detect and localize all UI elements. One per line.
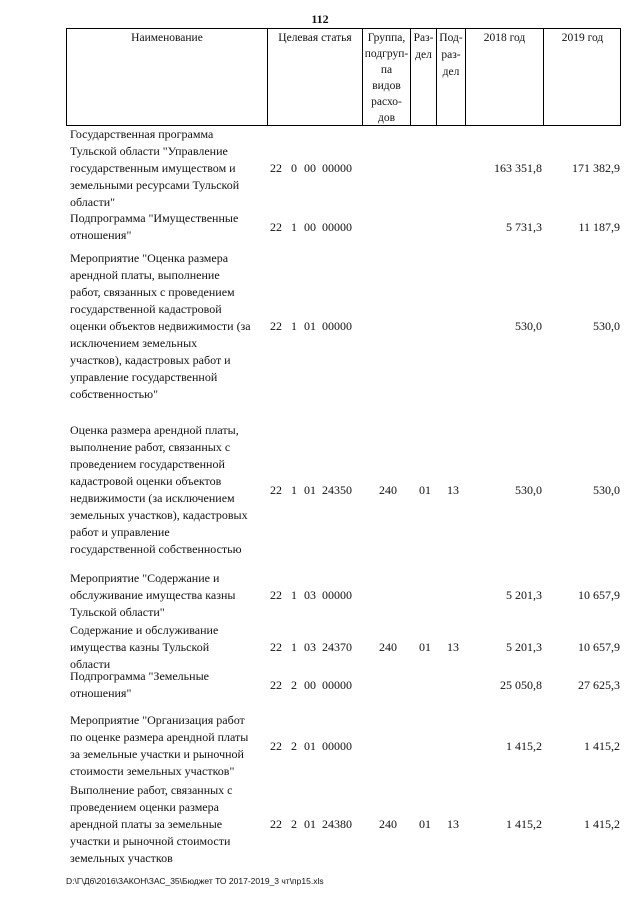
row-name (70, 250, 270, 403)
row-name-line: Тульской области "Управление (70, 144, 228, 158)
target-number: 00000 (322, 220, 352, 234)
target-group: 01 (304, 483, 316, 497)
row-name-line: государственной кадастровой (70, 302, 222, 316)
target-number: 00000 (322, 739, 352, 753)
row-name-line: государственным имуществом и (70, 161, 236, 175)
row-name-line: проведением государственной (70, 457, 225, 471)
target-number: 24350 (322, 483, 352, 497)
expense-type: 240 (379, 640, 397, 654)
target-group: 03 (304, 588, 316, 602)
section: 01 (419, 817, 431, 831)
subsection: 13 (447, 483, 459, 497)
amount-2019: 1 415,2 (584, 817, 620, 831)
amount-2018: 5 201,3 (506, 588, 542, 602)
target-subprogram: 1 (291, 483, 297, 497)
header-year-2018: 2018 год (465, 29, 543, 125)
row-name (70, 668, 270, 702)
target-number: 24380 (322, 817, 352, 831)
subsection: 13 (447, 817, 459, 831)
row-name-line: отношения" (70, 228, 132, 242)
row-name-line: земельных участков (70, 851, 173, 865)
row-name-line: Содержание и обслуживание (70, 623, 219, 637)
target-group: 00 (304, 161, 316, 175)
row-name-line: области" (70, 195, 116, 209)
header-line: подгруп- (364, 48, 409, 60)
expense-type: 240 (379, 483, 397, 497)
target-subprogram: 1 (291, 640, 297, 654)
header-year-2019: 2019 год (543, 29, 621, 125)
target-number: 00000 (322, 588, 352, 602)
row-name-line: оценки объектов недвижимости (за (70, 319, 251, 333)
target-subprogram: 1 (291, 220, 297, 234)
row-name-line: земельными ресурсами Тульской (70, 178, 240, 192)
row-name-line: участки и рыночной стоимости (70, 834, 231, 848)
amount-2019: 27 625,3 (578, 678, 620, 692)
target-subprogram: 1 (291, 588, 297, 602)
target-number: 00000 (322, 319, 352, 333)
target-program: 22 (270, 483, 282, 497)
target-group: 01 (304, 319, 316, 333)
row-name (70, 622, 270, 673)
amount-2019: 530,0 (593, 319, 620, 333)
row-name-line: Выполнение работ, связанных с (70, 783, 233, 797)
row-name (70, 712, 270, 780)
table-header (66, 28, 621, 126)
amount-2019: 11 187,9 (578, 220, 620, 234)
amount-2019: 10 657,9 (578, 640, 620, 654)
target-number: 24370 (322, 640, 352, 654)
header-section (410, 29, 436, 125)
amount-2018: 25 050,8 (500, 678, 542, 692)
row-name-line: области (70, 657, 111, 671)
header-line: расхо- (371, 96, 402, 108)
target-subprogram: 2 (291, 817, 297, 831)
amount-2018: 1 415,2 (506, 739, 542, 753)
amount-2018: 5 201,3 (506, 640, 542, 654)
row-name-line: имущества казны Тульской (70, 640, 210, 654)
target-program: 22 (270, 678, 282, 692)
header-line: Раз- (413, 32, 434, 44)
row-name (70, 570, 270, 621)
header-line: Под- (439, 32, 463, 44)
page-number: 112 (311, 12, 329, 26)
row-name (70, 126, 270, 211)
row-name-line: арендной платы, выполнение (70, 268, 220, 282)
header-line: дел (415, 49, 432, 61)
header-group (362, 29, 410, 125)
row-name-line: участков), кадастровых работ и (70, 353, 231, 367)
row-name-line: кадастровой оценки объектов (70, 474, 222, 488)
header-line: раз- (441, 49, 461, 61)
row-name-line: работ и управление (70, 525, 170, 539)
row-name-line: Государственная программа (70, 127, 214, 141)
row-name-line: Подпрограмма "Имущественные (70, 211, 239, 225)
row-name-line: работ, связанных с проведением (70, 285, 235, 299)
section: 01 (419, 483, 431, 497)
target-program: 22 (270, 739, 282, 753)
row-name-line: обслуживание имущества казны (70, 588, 236, 602)
target-program: 22 (270, 220, 282, 234)
row-name-line: арендной платы за земельные (70, 817, 223, 831)
amount-2018: 163 351,8 (494, 161, 542, 175)
row-name-line: Мероприятие "Оценка размера (70, 251, 229, 265)
row-name-line: недвижимости (за исключением (70, 491, 235, 505)
header-name: Наименование (131, 32, 203, 44)
row-name-line: Мероприятие "Содержание и (70, 571, 220, 585)
amount-2019: 530,0 (593, 483, 620, 497)
target-program: 22 (270, 588, 282, 602)
amount-2019: 171 382,9 (572, 161, 620, 175)
target-subprogram: 2 (291, 678, 297, 692)
row-name-line: управление государственной (70, 370, 218, 384)
amount-2019: 1 415,2 (584, 739, 620, 753)
header-line: па (380, 64, 393, 76)
row-name-line: Подпрограмма "Земельные (70, 669, 209, 683)
target-number: 00000 (322, 678, 352, 692)
row-name-line: выполнение работ, связанных с (70, 440, 231, 454)
header-line: видов (372, 80, 401, 92)
target-program: 22 (270, 817, 282, 831)
row-name-line: стоимости земельных участков" (70, 764, 235, 778)
target-group: 01 (304, 817, 316, 831)
row-name (70, 210, 270, 244)
target-program: 22 (270, 319, 282, 333)
row-name-line: отношения" (70, 686, 132, 700)
row-name-line: собственностью" (70, 387, 158, 401)
header-line: дов (377, 112, 396, 124)
row-name-line: Оценка размера арендной платы, (70, 423, 239, 437)
target-subprogram: 2 (291, 739, 297, 753)
row-name (70, 782, 270, 867)
target-group: 01 (304, 739, 316, 753)
expense-type: 240 (379, 817, 397, 831)
amount-2018: 5 731,3 (506, 220, 542, 234)
amount-2019: 10 657,9 (578, 588, 620, 602)
section: 01 (419, 640, 431, 654)
row-name-line: проведением оценки размера (70, 800, 219, 814)
row-name-line: за земельные участки и рыночной (70, 747, 244, 761)
row-name (70, 422, 270, 558)
row-name-line: по оценке размера арендной платы (70, 730, 249, 744)
subsection: 13 (447, 640, 459, 654)
row-name-line: земельных участков), кадастровых (70, 508, 248, 522)
row-name-line: исключением земельных (70, 336, 198, 350)
target-group: 00 (304, 678, 316, 692)
amount-2018: 1 415,2 (506, 817, 542, 831)
header-line: Группа, (367, 32, 406, 44)
header-target: Целевая статья (267, 29, 362, 125)
row-name-line: Мероприятие "Организация работ (70, 713, 245, 727)
file-path-footer: D:\Г\Д6\2016\ЗАКОН\ЗАС_35\Бюджет ТО 2017-2019_3 чт\пр15.xls (66, 876, 324, 886)
row-name-line: государственной собственностью (70, 542, 242, 556)
amount-2018: 530,0 (515, 483, 542, 497)
target-program: 22 (270, 640, 282, 654)
target-number: 00000 (322, 161, 352, 175)
row-name-line: Тульской области" (70, 605, 165, 619)
target-group: 00 (304, 220, 316, 234)
target-group: 03 (304, 640, 316, 654)
target-program: 22 (270, 161, 282, 175)
target-subprogram: 0 (291, 161, 297, 175)
header-subsection (436, 29, 465, 125)
amount-2018: 530,0 (515, 319, 542, 333)
header-line: дел (442, 66, 460, 78)
target-subprogram: 1 (291, 319, 297, 333)
